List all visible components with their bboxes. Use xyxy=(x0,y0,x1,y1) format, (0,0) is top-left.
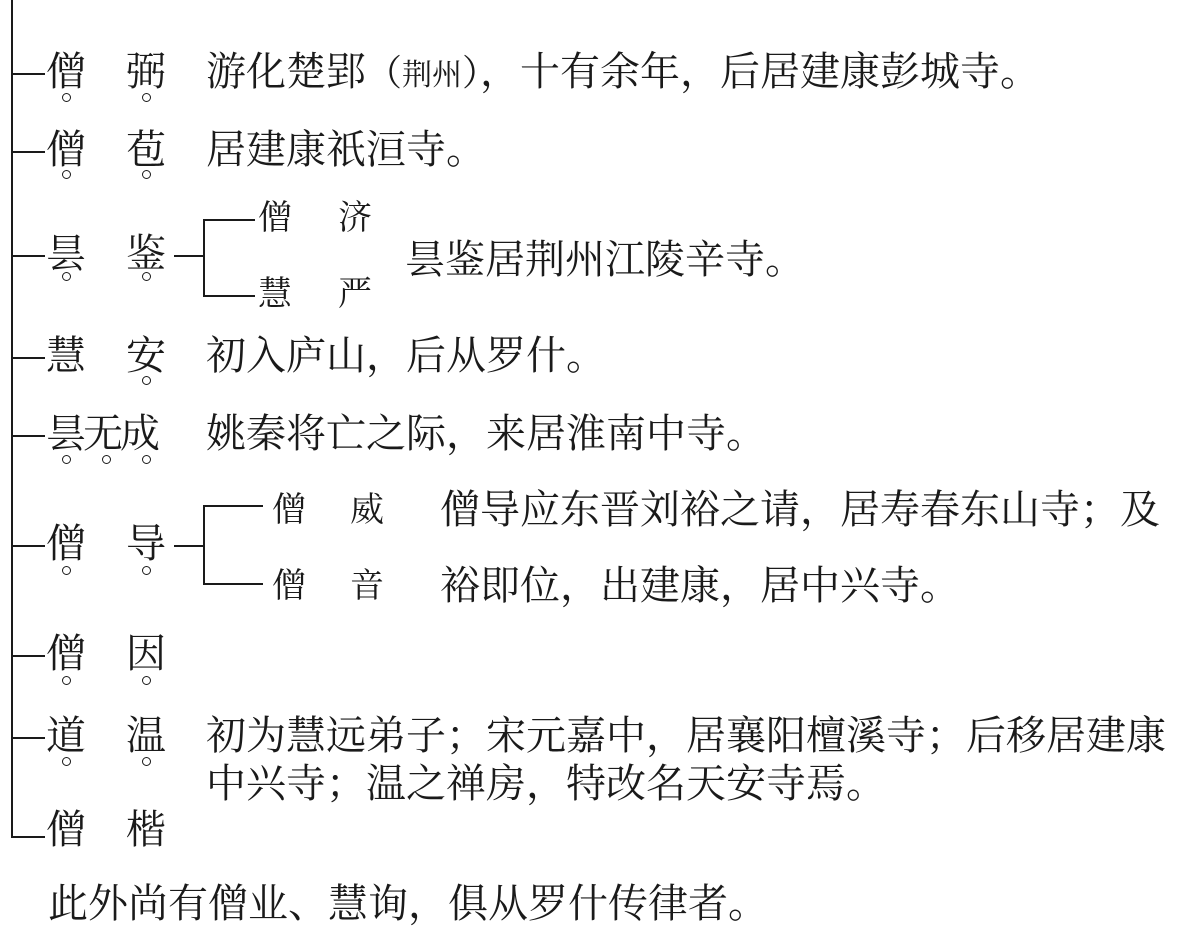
disciple-name-char: 慧 xyxy=(258,274,292,314)
disciple-name-char: 僧 xyxy=(258,198,292,238)
monk-name-char: 僧 xyxy=(46,631,86,677)
monk-name: 昙无成 xyxy=(46,411,157,457)
tree-branch xyxy=(11,151,45,153)
emphasis-dot xyxy=(142,170,151,179)
monk-name-char: 慧 xyxy=(46,333,86,379)
entry-note: 姚秦将亡之际，来居淮南中寺。 xyxy=(206,411,766,457)
disciple-name-char: 威 xyxy=(350,490,384,530)
monk-name-char: 道 xyxy=(46,713,86,759)
monk-name-char: 因 xyxy=(126,631,166,677)
entry-note: 昙鉴居荆州江陵辛寺。 xyxy=(405,237,805,283)
entry-note: 游化楚郢（荆州），十有余年，后居建康彭城寺。 xyxy=(206,49,1041,95)
monk-name-char: 僧 xyxy=(46,127,86,173)
tree-branch xyxy=(11,357,45,359)
tree-branch xyxy=(11,545,45,547)
disciple-branch xyxy=(203,583,263,585)
disciple-connector xyxy=(174,255,204,257)
entry-note: 初为慧远弟子；宋元嘉中，居襄阳檀溪寺；后移居建康 xyxy=(206,713,1166,759)
emphasis-dot xyxy=(62,566,71,575)
monk-name-char: 僧 xyxy=(46,49,86,95)
disciple-connector xyxy=(174,545,204,547)
monk-name-char: 僧 xyxy=(46,521,86,567)
monk-name-char: 安 xyxy=(126,333,166,379)
disciple-name-char: 音 xyxy=(350,566,384,606)
monk-name-char: 昙 xyxy=(46,231,86,277)
tree-branch xyxy=(11,73,45,75)
emphasis-dot xyxy=(62,757,71,766)
disciple-name-char: 僧 xyxy=(272,490,306,530)
emphasis-dot xyxy=(62,455,71,464)
emphasis-dot xyxy=(102,455,111,464)
tree-branch xyxy=(11,737,45,739)
monk-name-char: 楷 xyxy=(126,807,166,853)
emphasis-dot xyxy=(62,272,71,281)
disciple-branch xyxy=(203,219,255,221)
tree-branch xyxy=(11,435,45,437)
emphasis-dot xyxy=(62,93,71,102)
monk-name-char: 苞 xyxy=(126,127,166,173)
emphasis-dot xyxy=(142,93,151,102)
emphasis-dot xyxy=(142,676,151,685)
emphasis-dot xyxy=(142,455,151,464)
disciple-name-char: 严 xyxy=(338,274,372,314)
disciple-branch xyxy=(203,505,263,507)
entry-note: 初入庐山，后从罗什。 xyxy=(206,333,606,379)
entry-note: 居建康祇洹寺。 xyxy=(206,127,486,173)
emphasis-dot xyxy=(142,757,151,766)
emphasis-dot xyxy=(62,676,71,685)
tree-branch xyxy=(11,255,45,257)
monk-name-char: 温 xyxy=(126,713,166,759)
entry-note: 中兴寺；温之禅房，特改名天安寺焉。 xyxy=(206,761,886,807)
footer-note: 此外尚有僧业、慧询，俱从罗什传律者。 xyxy=(48,881,768,927)
disciple-name-char: 济 xyxy=(338,198,372,238)
entry-note: 僧导应东晋刘裕之请，居寿春东山寺；及 xyxy=(440,487,1160,533)
emphasis-dot xyxy=(62,170,71,179)
monk-name-char: 鉴 xyxy=(126,231,166,277)
emphasis-dot xyxy=(142,566,151,575)
monk-name-char: 僧 xyxy=(46,807,86,853)
emphasis-dot xyxy=(142,272,151,281)
disciple-bracket xyxy=(203,219,205,297)
entry-note: 裕即位，出建康，居中兴寺。 xyxy=(440,563,960,609)
disciple-branch xyxy=(203,295,255,297)
disciple-name-char: 僧 xyxy=(272,566,306,606)
emphasis-dot xyxy=(142,376,151,385)
tree-trunk xyxy=(11,0,13,838)
tree-branch xyxy=(11,655,45,657)
disciple-bracket xyxy=(203,505,205,585)
tree-branch xyxy=(11,836,45,838)
monk-name-char: 导 xyxy=(126,521,166,567)
monk-name-char: 弼 xyxy=(126,49,166,95)
